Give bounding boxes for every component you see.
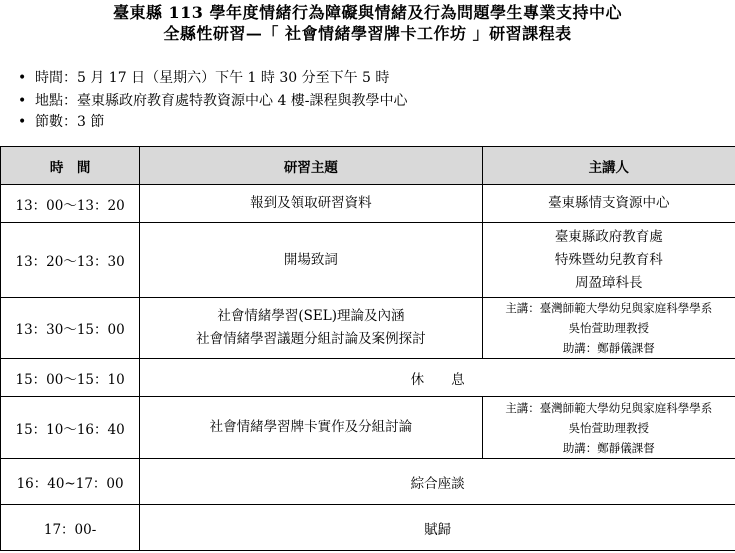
time-cell: 13：30～15：00 — [1, 298, 140, 359]
info-text: 時間：5 月 17 日（星期六）下午 1 時 30 分至下午 5 時 — [35, 70, 390, 86]
merged-cell: 賦歸 — [140, 505, 735, 551]
table-row — [1, 505, 735, 551]
table-row — [1, 459, 735, 505]
header-topic: 研習主題 — [140, 147, 482, 185]
bullet-icon: • — [18, 70, 27, 86]
info-text: 節數：3 節 — [35, 114, 105, 130]
bullet-icon: • — [18, 114, 27, 130]
schedule-table — [0, 146, 735, 551]
time-cell: 15：10～16：40 — [1, 397, 140, 459]
time-cell: 16：40~17：00 — [1, 459, 140, 505]
table-row — [1, 397, 735, 459]
speaker-cell: 臺東縣政府教育處 特殊暨幼兒教育科 周盈璋科長 — [482, 223, 735, 298]
info-text: 地點：臺東縣政府教育處特教資源中心 4 樓-課程與教學中心 — [35, 93, 408, 109]
table-header-row — [1, 147, 735, 185]
header-speaker: 主講人 — [482, 147, 735, 185]
topic-cell: 社會情緒學習(SEL)理論及內涵 社會情緒學習議題分組討論及案例探討 — [140, 298, 482, 359]
table-row-break — [1, 359, 735, 397]
speaker-cell: 主講：臺灣師範大學幼兒與家庭科學學系 吳怡萱助理教授 助講：鄭靜儀課督 — [482, 298, 735, 359]
bullet-icon: • — [18, 93, 27, 109]
merged-cell: 綜合座談 — [140, 459, 735, 505]
document-title: 臺東縣 113 學年度情緒行為障礙與情緒及行為問題學生專業支持中心 — [112, 3, 623, 22]
time-cell: 13：20～13：30 — [1, 223, 140, 298]
header-time: 時 間 — [1, 147, 140, 185]
merged-cell: 休 息 — [140, 359, 735, 397]
document-subtitle: 全縣性研習—「 社會情緒學習牌卡工作坊 」研習課程表 — [163, 24, 572, 43]
topic-cell: 開場致詞 — [140, 223, 482, 298]
time-cell: 13：00～13：20 — [1, 185, 140, 223]
speaker-cell: 主講：臺灣師範大學幼兒與家庭科學學系 吳怡萱助理教授 助講：鄭靜儀課督 — [482, 397, 735, 459]
table-row — [1, 298, 735, 359]
time-cell: 15：00～15：10 — [1, 359, 140, 397]
table-row — [1, 185, 735, 223]
speaker-cell: 臺東縣情支資源中心 — [482, 185, 735, 223]
table-row — [1, 223, 735, 298]
time-cell: 17：00- — [1, 505, 140, 551]
topic-cell: 社會情緒學習牌卡實作及分組討論 — [140, 397, 482, 459]
topic-cell: 報到及領取研習資料 — [140, 185, 482, 223]
